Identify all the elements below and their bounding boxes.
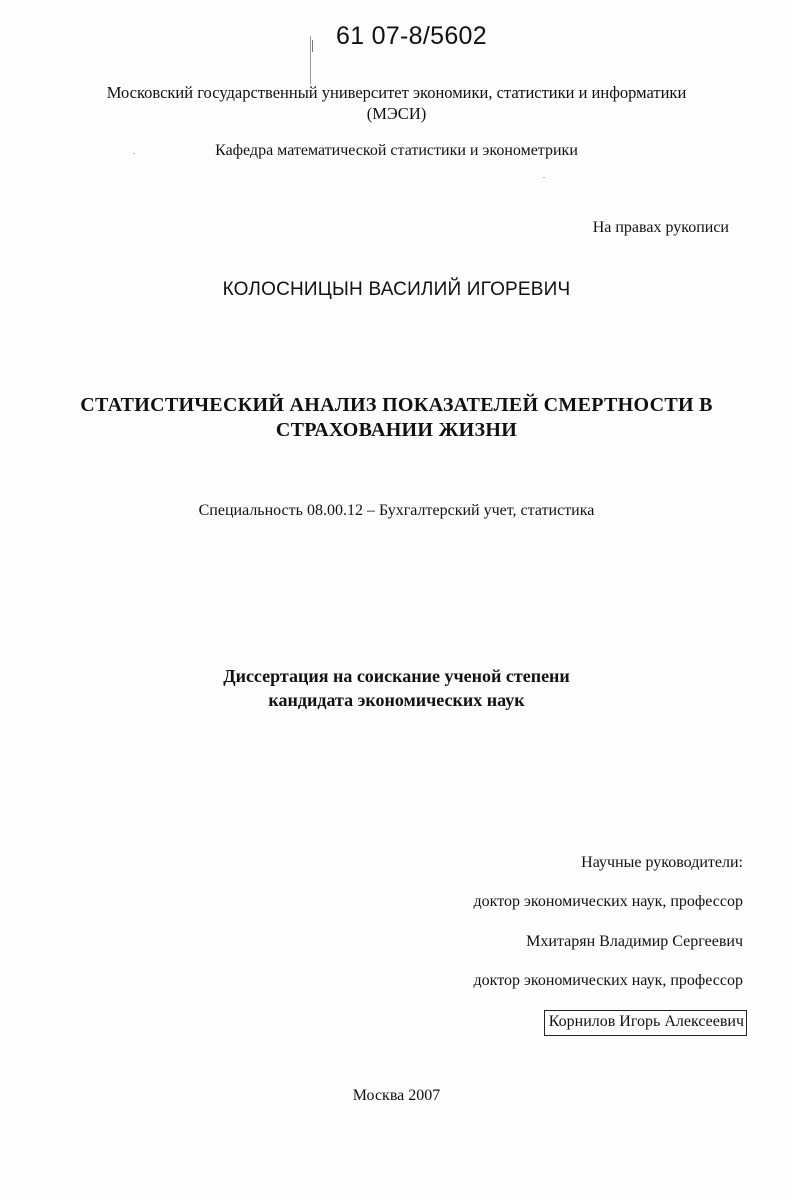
dissertation-title — [0, 393, 793, 443]
author-name: КОЛОСНИЦЫН ВАСИЛИЙ ИГОРЕВИЧ — [222, 279, 571, 300]
university-abbreviation: (МЭСИ) — [366, 104, 427, 123]
scan-speck — [543, 177, 545, 178]
advisors-block — [474, 853, 744, 1049]
title-line-2: СТРАХОВАНИИ ЖИЗНИ — [275, 419, 518, 441]
scan-artifact-line — [310, 36, 311, 84]
advisor-2-degree: доктор экономических наук, профессор — [473, 971, 743, 989]
thesis-type-line-1: Диссертация на соискание ученой степени — [223, 666, 570, 686]
department-name: Кафедра математической статистики и эконометрики — [215, 142, 578, 159]
manuscript-note: На правах рукописи — [592, 219, 729, 236]
place-and-year: Москва 2007 — [352, 1087, 441, 1104]
university-name: Московский государственный университет экономики, статистики и информатики — [106, 83, 687, 102]
advisor-2-row — [474, 1010, 744, 1049]
specialty-line: Специальность 08.00.12 – Бухгалтерский учет, статистика — [198, 502, 595, 519]
advisor-1-degree: доктор экономических наук, профессор — [473, 893, 743, 911]
scan-speck — [133, 153, 135, 154]
advisor-1-name: Мхитарян Владимир Сергеевич — [526, 932, 743, 950]
advisors-heading: Научные руководители: — [581, 854, 743, 871]
advisor-2-name: Корнилов Игорь Алексеевич — [544, 1010, 747, 1036]
thesis-type-line-2: кандидата экономических наук — [268, 690, 525, 710]
thesis-type-block — [0, 664, 793, 712]
scan-artifact-line-short — [312, 40, 313, 52]
title-line-1: СТАТИСТИЧЕСКИЙ АНАЛИЗ ПОКАЗАТЕЛЕЙ СМЕРТНОСТИ В — [80, 394, 713, 416]
archive-stamp-number: 61 07-8/5602 — [336, 22, 487, 50]
university-block — [0, 82, 793, 124]
